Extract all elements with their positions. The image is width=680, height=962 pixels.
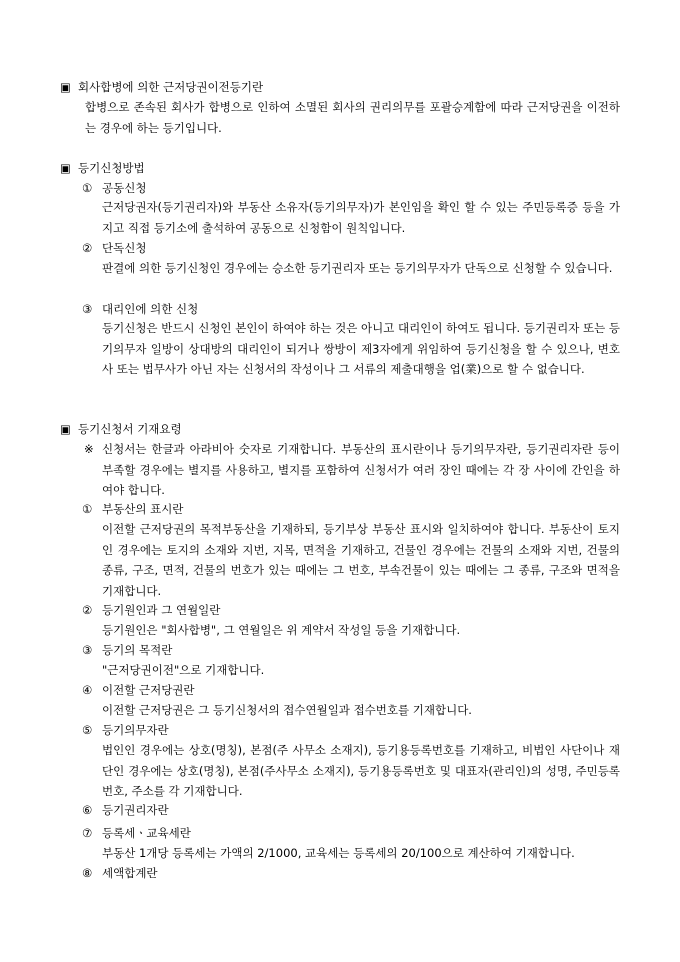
item-body-property-field: 이전할 근저당권의 목적부동산을 기재하되, 등기부상 부동산 표시와 일치하여야 합니다. 부동산이 토지인 경우에는 토지의 소재와 지번, 지목, 면적을 기재하고, 건물인 경우에는 건물의 소재와 지번, 건물의 종류, 구조, 면적, 건물의 번호가 있는 때에는 그 번호, 부속건물이 있는 때에는 그 종류, 구조와 면적을 기재합니다.: [102, 522, 620, 598]
item-tax-total-field: [82, 865, 158, 882]
item-title: 등기원인과 그 연월일란: [102, 603, 221, 617]
item-number: ③: [82, 643, 93, 657]
section-heading-form-guide: [60, 421, 182, 438]
section-marker: ▣: [60, 161, 71, 175]
item-body-joint-application: 근저당권자(등기권리자)와 부동산 소유자(등기의무자)가 본인임을 확인 할 수 있는 주민등록증 등을 가지고 직접 등기소에 출석하여 공동으로 신청함이 원칙입니다.: [102, 200, 620, 235]
section-title: 등기신청서 기재요령: [78, 422, 182, 436]
section-heading-application-method: [60, 160, 145, 177]
item-body-single-application: 판결에 의한 등기신청인 경우에는 승소한 등기권리자 또는 등기의무자가 단독으로 신청할 수 있습니다.: [102, 261, 613, 275]
item-obligor-field: [82, 722, 169, 739]
item-title: 등기의 목적란: [102, 643, 173, 657]
item-title: 등기의무자란: [102, 723, 169, 737]
item-title: 세액합계란: [102, 866, 158, 880]
item-single-application: [82, 240, 146, 257]
item-title: 대리인에 의한 신청: [102, 302, 199, 316]
item-number: ⑤: [82, 723, 93, 737]
item-body-obligor-field: 법인인 경우에는 상호(명칭), 본점(주 사무소 소재지), 등기용등록번호를 기재하고, 비법인 사단이나 재단인 경우에는 상호(명칭), 본점(주사무소 소재지), 등기용등록번호 및 대표자(관리인)의 성명, 주민등록번호, 주소를 각 기재합니다.: [102, 743, 620, 798]
item-title: 공동신청: [102, 181, 147, 195]
item-number: ⑥: [82, 803, 93, 817]
item-number: ①: [82, 181, 93, 195]
item-title: 부동산의 표시란: [102, 502, 184, 516]
item-number: ⑧: [82, 866, 93, 880]
section-title: 등기신청방법: [78, 161, 145, 175]
item-body-tax-field: 부동산 1개당 등록세는 가액의 2/1000, 교육세는 등록세의 20/100으로 계산하여 기재합니다.: [102, 846, 575, 860]
item-number: ⑦: [82, 826, 93, 840]
item-tax-field: [82, 825, 191, 842]
item-number: ③: [82, 302, 93, 316]
section-marker: ▣: [60, 80, 71, 94]
section-body-merger-transfer: 합병으로 존속된 회사가 합병으로 인하여 소멸된 회사의 권리의무를 포괄승계함에 따라 근저당권을 이전하는 경우에 하는 등기입니다.: [85, 100, 620, 135]
item-transfer-mortgage-field: [82, 682, 195, 699]
item-number: ④: [82, 683, 93, 697]
item-body-agent-application: 등기신청은 반드시 신청인 본인이 하여야 하는 것은 아니고 대리인이 하여도 됩니다. 등기권리자 또는 등기의무자 일방이 상대방의 대리인이 되거나 쌍방이 제3자에게 위임하여 등기신청을 할 수 있으나, 변호사 또는 법무사가 아닌 자는 신청서의 작성이나 그 서류의 제출대행을 업(業)으로 할 수 없습니다.: [102, 321, 620, 376]
item-body-transfer-mortgage-field: 이전할 근저당권은 그 등기신청서의 접수연월일과 접수번호를 기재합니다.: [102, 703, 472, 717]
item-title: 등기권리자란: [102, 803, 169, 817]
item-number: ①: [82, 502, 93, 516]
section-marker: ▣: [60, 422, 71, 436]
item-joint-application: [82, 180, 146, 197]
item-title: 이전할 근저당권란: [102, 683, 195, 697]
item-obligee-field: [82, 802, 169, 819]
item-body-cause-date-field: 등기원인은 "회사합병", 그 연월일은 위 계약서 작성일 등을 기재합니다.: [102, 623, 461, 637]
item-title: 등록세ㆍ교육세란: [102, 826, 191, 840]
section-title: 회사합병에 의한 근저당권이전등기란: [78, 80, 264, 94]
item-body-purpose-field: "근저당권이전"으로 기재합니다.: [102, 663, 265, 677]
item-purpose-field: [82, 642, 172, 659]
item-agent-application: [82, 301, 198, 318]
section-heading-merger-transfer: [60, 79, 263, 96]
item-number: ②: [82, 603, 93, 617]
item-cause-date-field: [82, 602, 220, 619]
note-marker: ※: [84, 442, 94, 456]
item-number: ②: [82, 241, 93, 255]
item-property-field: [82, 501, 183, 518]
note-text: 신청서는 한글과 아라비아 숫자로 기재합니다. 부동산의 표시란이나 등기의무자란, 등기권리자란 등이 부족할 경우에는 별지를 사용하고, 별지를 포함하여 신청서가 여러 장인 때에는 각 장 사이에 간인을 하여야 합니다.: [102, 442, 620, 497]
item-title: 단독신청: [102, 241, 147, 255]
